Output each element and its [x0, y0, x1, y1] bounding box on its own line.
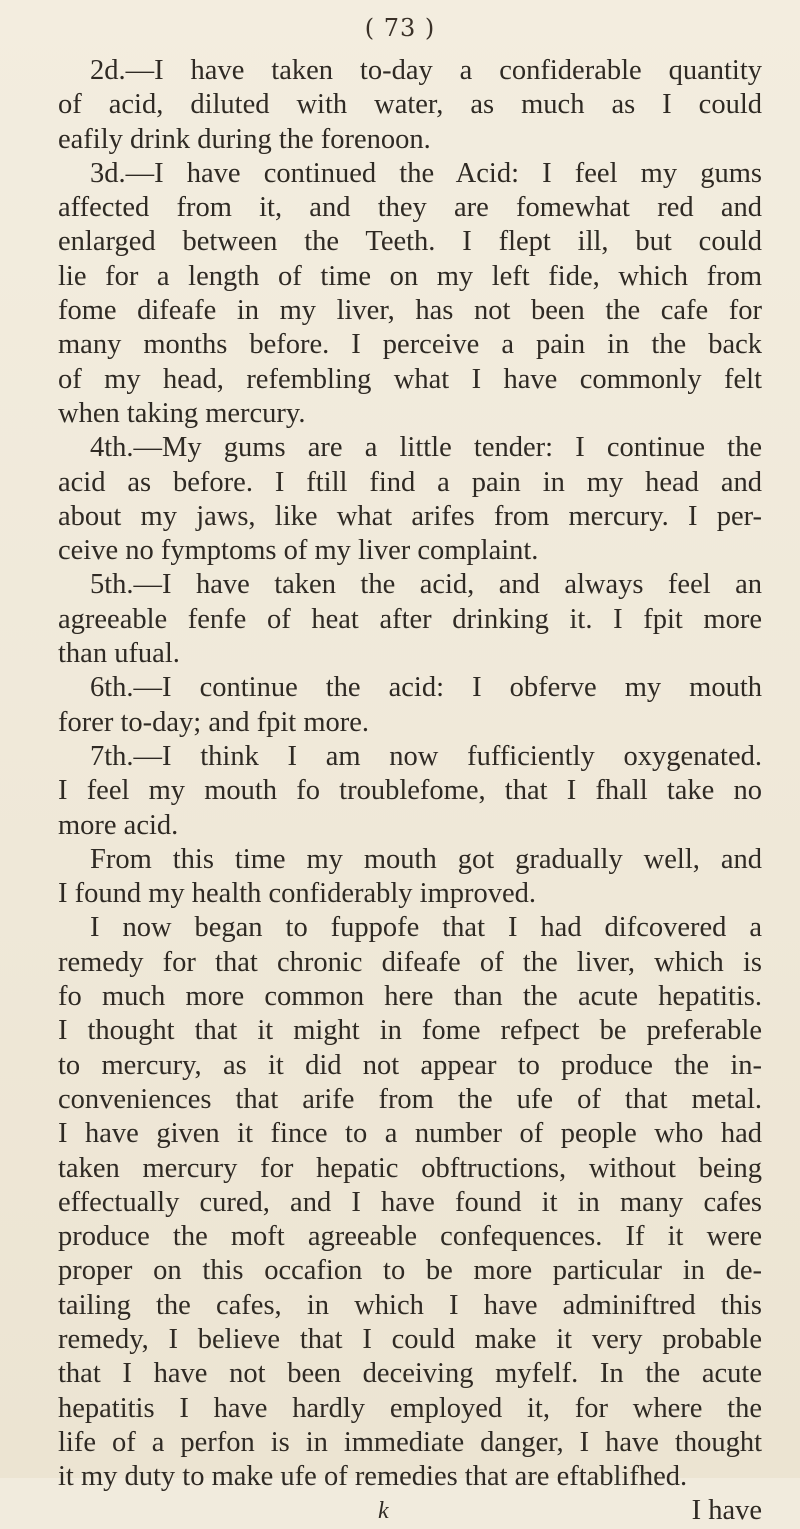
text-line: agreeable fenfe of heat after drinking it. I fpit more — [58, 603, 762, 635]
text-line: forer to-day; and fpit more. — [58, 706, 370, 738]
text-line: 2d.—I have taken to-day a confiderable quantity — [90, 55, 762, 86]
text-line: 3d.—I have continued the Acid: I feel my gums — [90, 157, 762, 189]
text-line: I thought that it might in fome refpect be preferable — [58, 1015, 762, 1047]
text-line: life of a perfon is in immediate danger, I have thought — [58, 1426, 762, 1458]
text-line: conveniences that arife from the ufe of that metal. — [58, 1083, 762, 1115]
text-line: when taking mercury. — [58, 397, 306, 429]
text-line: taken mercury for hepatic obftructions, without being — [58, 1152, 762, 1184]
text-line: that I have not been deceiving myfelf. In the acute — [58, 1358, 762, 1390]
text-line: fo much more common here than the acute hepatitis. — [58, 981, 762, 1013]
text-line: lie for a length of time on my left fide, which from — [58, 260, 762, 292]
text-line: 6th.—I continue the acid: I obferve my mouth — [90, 672, 762, 704]
text-line: of my head, refembling what I have commonly felt — [58, 363, 762, 395]
text-line: many months before. I perceive a pain in the back — [58, 329, 762, 361]
text-line: hepatitis I have hardly employed it, for where the — [58, 1392, 762, 1424]
text-line: it my duty to make ufe of remedies that are eftablifhed. — [58, 1461, 688, 1493]
text-line: From this time my mouth got gradually well, and — [90, 843, 762, 875]
text-line: to mercury, as it did not appear to produce the in- — [58, 1049, 762, 1081]
text-line: produce the moft agreeable confequences. If it were — [58, 1221, 762, 1253]
text-line: than ufual. — [58, 638, 180, 670]
footer-row — [58, 1494, 762, 1528]
text-line: I found my health confiderably improved. — [58, 878, 537, 910]
text-line: I feel my mouth fo troublefome, that I fhall take no — [58, 775, 762, 807]
signature-mark: k — [378, 1498, 389, 1525]
text-line: ceive no fymptoms of my liver complaint. — [58, 535, 539, 567]
text-line: tailing the cafes, in which I have adminiftred this — [58, 1289, 762, 1321]
text-line: remedy, I believe that I could make it very probable — [58, 1323, 762, 1355]
text-line: proper on this occafion to be more particular in de- — [58, 1255, 762, 1287]
page-number: ( 73 ) — [364, 14, 436, 42]
catchword: I have — [691, 1495, 762, 1527]
text-line: eafily drink during the forenoon. — [58, 123, 431, 155]
text-line: acid as before. I ftill find a pain in my head and — [58, 466, 762, 498]
text-line: I now began to fuppofe that I had difcovered a — [90, 912, 762, 944]
text-line: remedy for that chronic difeafe of the liver, which is — [58, 946, 762, 978]
text-line: 4th.—My gums are a little tender: I continue the — [90, 432, 762, 464]
text-line: I have given it fince to a number of people who had — [58, 1118, 762, 1150]
text-line: affected from it, and they are fomewhat red and — [58, 192, 762, 224]
text-line: about my jaws, like what arifes from mercury. I per- — [58, 500, 762, 532]
text-line: fome difeafe in my liver, has not been the cafe for — [58, 295, 762, 327]
text-line: 5th.—I have taken the acid, and always feel an — [90, 569, 762, 601]
text-line: effectually cured, and I have found it in many cafes — [58, 1186, 762, 1218]
text-line: more acid. — [58, 809, 179, 841]
text-line: enlarged between the Teeth. I flept ill, but could — [58, 226, 762, 258]
text-line: of acid, diluted with water, as much as I could — [58, 89, 762, 121]
text-line: 7th.—I think I am now fufficiently oxygenated. — [90, 740, 762, 772]
body-text — [58, 54, 762, 1528]
